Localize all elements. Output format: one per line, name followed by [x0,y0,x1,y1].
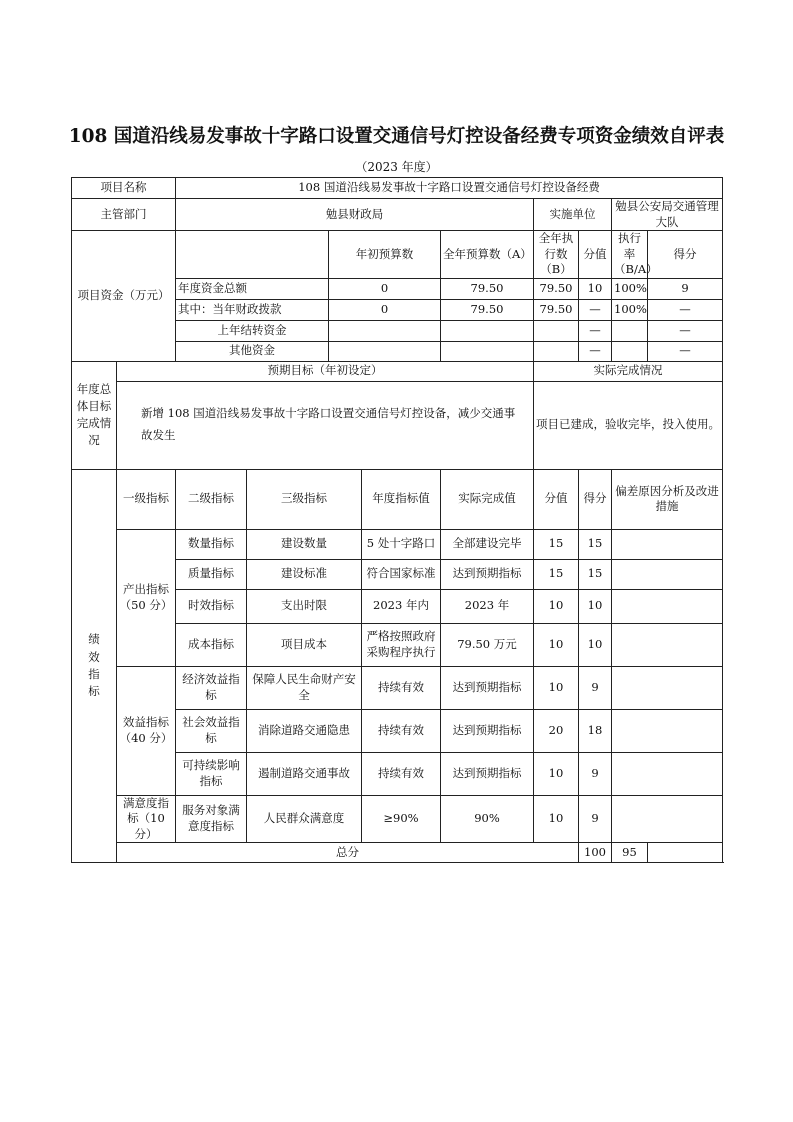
perf-l3: 保障人民生命财产安全 [247,666,362,709]
perf-target: 5 处十字路口 [362,529,441,559]
perf-note [612,559,723,589]
perf-score: 15 [579,529,612,559]
perf-target: 持续有效 [362,709,441,752]
funds-header-score-value: 分值 [579,231,612,279]
goals-content-row [72,381,723,469]
perf-target: 持续有效 [362,666,441,709]
perf-header-l2: 二级指标 [176,469,247,529]
funds-header-score: 得分 [648,231,723,279]
perf-target: 持续有效 [362,752,441,795]
perf-actual: 2023 年 [441,589,534,623]
perf-header-l1: 一级指标 [117,469,176,529]
perf-actual: 达到预期指标 [441,559,534,589]
funds-row-score-value: — [579,341,612,361]
perf-value: 10 [534,623,579,666]
perf-l3: 消除道路交通隐患 [247,709,362,752]
impl-unit-label: 实施单位 [534,199,612,231]
perf-header-value: 分值 [534,469,579,529]
perf-row [72,666,723,709]
self-evaluation-table [71,177,723,863]
funds-row-initial: 0 [329,278,441,299]
funds-row-score-value: 10 [579,278,612,299]
dept-value: 勉县财政局 [176,199,534,231]
perf-note [612,752,723,795]
perf-target: 严格按照政府采购程序执行 [362,623,441,666]
perf-header-actual: 实际完成值 [441,469,534,529]
funds-header-initial: 年初预算数 [329,231,441,279]
perf-l2: 可持续影响指标 [176,752,247,795]
funds-row-initial [329,341,441,361]
perf-score: 10 [579,623,612,666]
perf-value: 10 [534,666,579,709]
perf-target: 符合国家标准 [362,559,441,589]
total-note [648,843,723,863]
total-row [72,843,723,863]
dept-label: 主管部门 [72,199,176,231]
funds-row-score-value: — [579,299,612,320]
impl-unit-value: 勉县公安局交通管理大队 [612,199,723,231]
perf-header-score: 得分 [579,469,612,529]
perf-l3: 建设数量 [247,529,362,559]
funds-header-blank [176,231,329,279]
perf-l3: 遏制道路交通事故 [247,752,362,795]
perf-target: 2023 年内 [362,589,441,623]
perf-note [612,795,723,843]
funds-row-rate [612,341,648,361]
perf-l2: 质量指标 [176,559,247,589]
perf-label-text: 绩效指标 [88,632,100,699]
perf-header-row [72,469,723,529]
actual-completion-header: 实际完成情况 [534,361,723,381]
funds-row-name: 上年结转资金 [176,320,329,341]
perf-score: 9 [579,795,612,843]
funds-row-rate: 100% [612,278,648,299]
report-year: （2023 年度） [355,160,438,174]
perf-score: 9 [579,666,612,709]
funds-row-executed: 79.50 [534,278,579,299]
funds-row-name: 其中：当年财政拨款 [176,299,329,320]
perf-value: 10 [534,752,579,795]
funds-row-initial [329,320,441,341]
project-name-label: 项目名称 [72,178,176,199]
funds-row-score-value: — [579,320,612,341]
expected-goal-header: 预期目标（年初设定） [117,361,534,381]
perf-header-target: 年度指标值 [362,469,441,529]
perf-l2: 服务对象满意度指标 [176,795,247,843]
perf-note [612,529,723,559]
perf-header-l3: 三级指标 [247,469,362,529]
perf-target: ≥90% [362,795,441,843]
funds-row-annual [441,341,534,361]
perf-row [72,795,723,843]
project-name-row [72,178,723,199]
funds-row-annual: 79.50 [441,278,534,299]
funds-row-executed: 79.50 [534,299,579,320]
perf-group-benefit: 效益指标（40 分） [117,666,176,795]
funds-row-rate [612,320,648,341]
perf-l2: 时效指标 [176,589,247,623]
funds-row-annual: 79.50 [441,299,534,320]
funds-header-row [72,231,723,279]
perf-l3: 建设标准 [247,559,362,589]
funds-row-executed [534,320,579,341]
funds-row-executed [534,341,579,361]
perf-group-output: 产出指标（50 分） [117,529,176,666]
perf-note [612,666,723,709]
perf-row [72,529,723,559]
perf-l2: 经济效益指标 [176,666,247,709]
perf-score: 10 [579,589,612,623]
funds-row-initial: 0 [329,299,441,320]
funds-row-score: — [648,320,723,341]
perf-group-satisfaction: 满意度指标（10 分） [117,795,176,843]
total-score: 95 [612,843,648,863]
funds-row-score: 9 [648,278,723,299]
funds-row-name: 其他资金 [176,341,329,361]
perf-note [612,709,723,752]
funds-header-annual: 全年预算数（A） [441,231,534,279]
funds-row-score: — [648,299,723,320]
perf-header-note: 偏差原因分析及改进措施 [612,469,723,529]
perf-actual: 达到预期指标 [441,666,534,709]
perf-note [612,589,723,623]
goals-label: 年度总体目标完成情况 [72,361,117,469]
perf-actual: 达到预期指标 [441,709,534,752]
perf-score: 18 [579,709,612,752]
perf-l2: 社会效益指标 [176,709,247,752]
perf-label [72,469,117,863]
funds-row-name: 年度资金总额 [176,278,329,299]
page-title: 108 国道沿线易发事故十字路口设置交通信号灯控设备经费专项资金绩效自评表 [68,126,725,147]
perf-l2: 成本指标 [176,623,247,666]
goals-header-row [72,361,723,381]
perf-score: 15 [579,559,612,589]
actual-completion-text: 项目已建成，验收完毕，投入使用。 [534,381,723,469]
funds-header-rate: 执行率（B/A） [612,231,648,279]
funds-row-annual [441,320,534,341]
project-name-value: 108 国道沿线易发事故十字路口设置交通信号灯控设备经费 [176,178,723,199]
perf-value: 10 [534,795,579,843]
perf-l3: 项目成本 [247,623,362,666]
total-value: 100 [579,843,612,863]
perf-actual: 全部建设完毕 [441,529,534,559]
perf-value: 20 [534,709,579,752]
perf-l3: 人民群众满意度 [247,795,362,843]
funds-row-score: — [648,341,723,361]
perf-score: 9 [579,752,612,795]
funds-label: 项目资金（万元） [72,231,176,362]
perf-value: 15 [534,529,579,559]
perf-actual: 90% [441,795,534,843]
perf-note [612,623,723,666]
perf-actual: 达到预期指标 [441,752,534,795]
perf-value: 15 [534,559,579,589]
perf-l2: 数量指标 [176,529,247,559]
total-label: 总分 [117,843,579,863]
perf-l3: 支出时限 [247,589,362,623]
expected-goal-text: 新增 108 国道沿线易发事故十字路口设置交通信号灯控设备，减少交通事故发生 [117,381,534,469]
perf-value: 10 [534,589,579,623]
perf-actual: 79.50 万元 [441,623,534,666]
funds-header-executed: 全年执行数（B） [534,231,579,279]
funds-row-rate: 100% [612,299,648,320]
department-row [72,199,723,231]
